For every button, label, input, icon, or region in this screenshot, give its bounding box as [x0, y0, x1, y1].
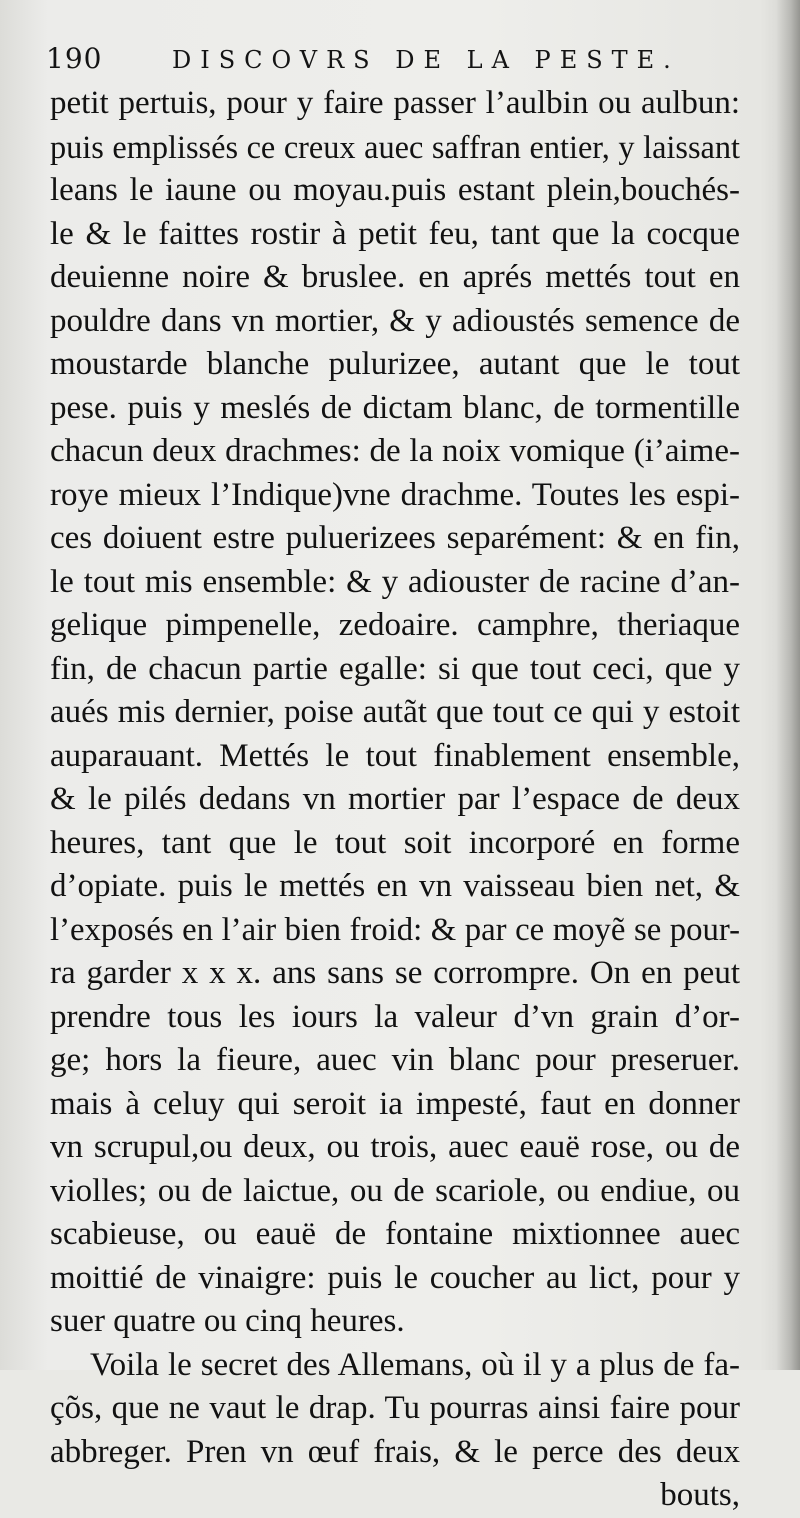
text-line: prendre tous les iours la valeur d’vn grain d’or-	[50, 998, 740, 1035]
text-line: pese. puis y meslés de dictam blanc, de tormentille	[50, 389, 740, 426]
text-line: chacun deux drachmes: de la noix vomique (i’aime-	[50, 433, 740, 469]
text-line: ra garder x x x. ans sans se corrompre. On en peut	[50, 955, 740, 991]
text-line: fin, de chacun partie egalle: si que tout ceci, que y	[50, 650, 740, 687]
page-number: 190	[46, 42, 103, 75]
text-line: moustarde blanche pulurizee, autant que le tout	[50, 346, 740, 382]
text-line: leans le iaune ou moyau.puis estant plein,bouchés-	[50, 172, 740, 208]
page-header	[46, 40, 746, 84]
text-line: çõs, que ne vaut le drap. Tu pourras ainsi faire pour	[50, 1390, 740, 1426]
text-line: puis emplissés ce creux auec saffran entier, y laissant	[50, 128, 740, 165]
text-line: ge; hors la fieure, auec vin blanc pour preseruer.	[50, 1042, 740, 1078]
text-line: scabieuse, ou eauë de fontaine mixtionnee auec	[50, 1216, 740, 1252]
text-line: petit pertuis, pour y faire passer l’aulbin ou aulbun:	[50, 85, 740, 121]
text-line: deuienne noire & bruslee. en aprés mettés tout en	[50, 259, 740, 295]
body-text	[50, 82, 740, 1518]
text-line: abbreger. Pren vn œuf frais, & le perce des deux	[50, 1433, 740, 1470]
paragraph-start-line: Voila le secret des Allemans, où il y a plus de fa-	[90, 1346, 740, 1383]
page-edge-shadow	[776, 0, 800, 1370]
text-line: heures, tant que le tout soit incorporé en forme	[50, 824, 740, 861]
text-line: le & le faittes rostir à petit feu, tant que la cocque	[50, 215, 740, 252]
text-line: gelique pimpenelle, zedoaire. camphre, theriaque	[50, 607, 740, 643]
running-title: DISCOVRS DE LA PESTE.	[172, 46, 680, 74]
text-line: ces doiuent estre puluerizees separément: & en fin,	[50, 520, 740, 556]
text-line: aués mis dernier, poise autãt que tout ce qui y estoit	[50, 694, 740, 730]
text-line: auparauant. Mettés le tout finablement ensemble,	[50, 737, 740, 774]
text-line: pouldre dans vn mortier, & y adioustés semence de	[50, 302, 740, 339]
text-line: le tout mis ensemble: & y adiouster de racine d’an-	[50, 563, 740, 600]
text-line: moittié de vinaigre: puis le coucher au lict, pour y	[50, 1259, 740, 1296]
text-line: violles; ou de laictue, ou de scariole, ou endiue, ou	[50, 1172, 740, 1209]
text-line: & le pilés dedans vn mortier par l’espace de deux	[50, 781, 740, 817]
catchword: bouts,	[660, 1477, 740, 1513]
text-line: l’exposés en l’air bien froid: & par ce moyẽ se pour-	[50, 911, 740, 948]
text-line: mais à celuy qui seroit ia impesté, faut en donner	[50, 1085, 740, 1122]
text-line: roye mieux l’Indique)vne drachme. Toutes les espi-	[50, 476, 740, 513]
text-line: vn scrupul,ou deux, ou trois, auec eauë rose, ou de	[50, 1129, 740, 1165]
text-line: suer quatre ou cinq heures.	[50, 1303, 405, 1339]
text-line: d’opiate. puis le mettés en vn vaisseau bien net, &	[50, 868, 740, 904]
